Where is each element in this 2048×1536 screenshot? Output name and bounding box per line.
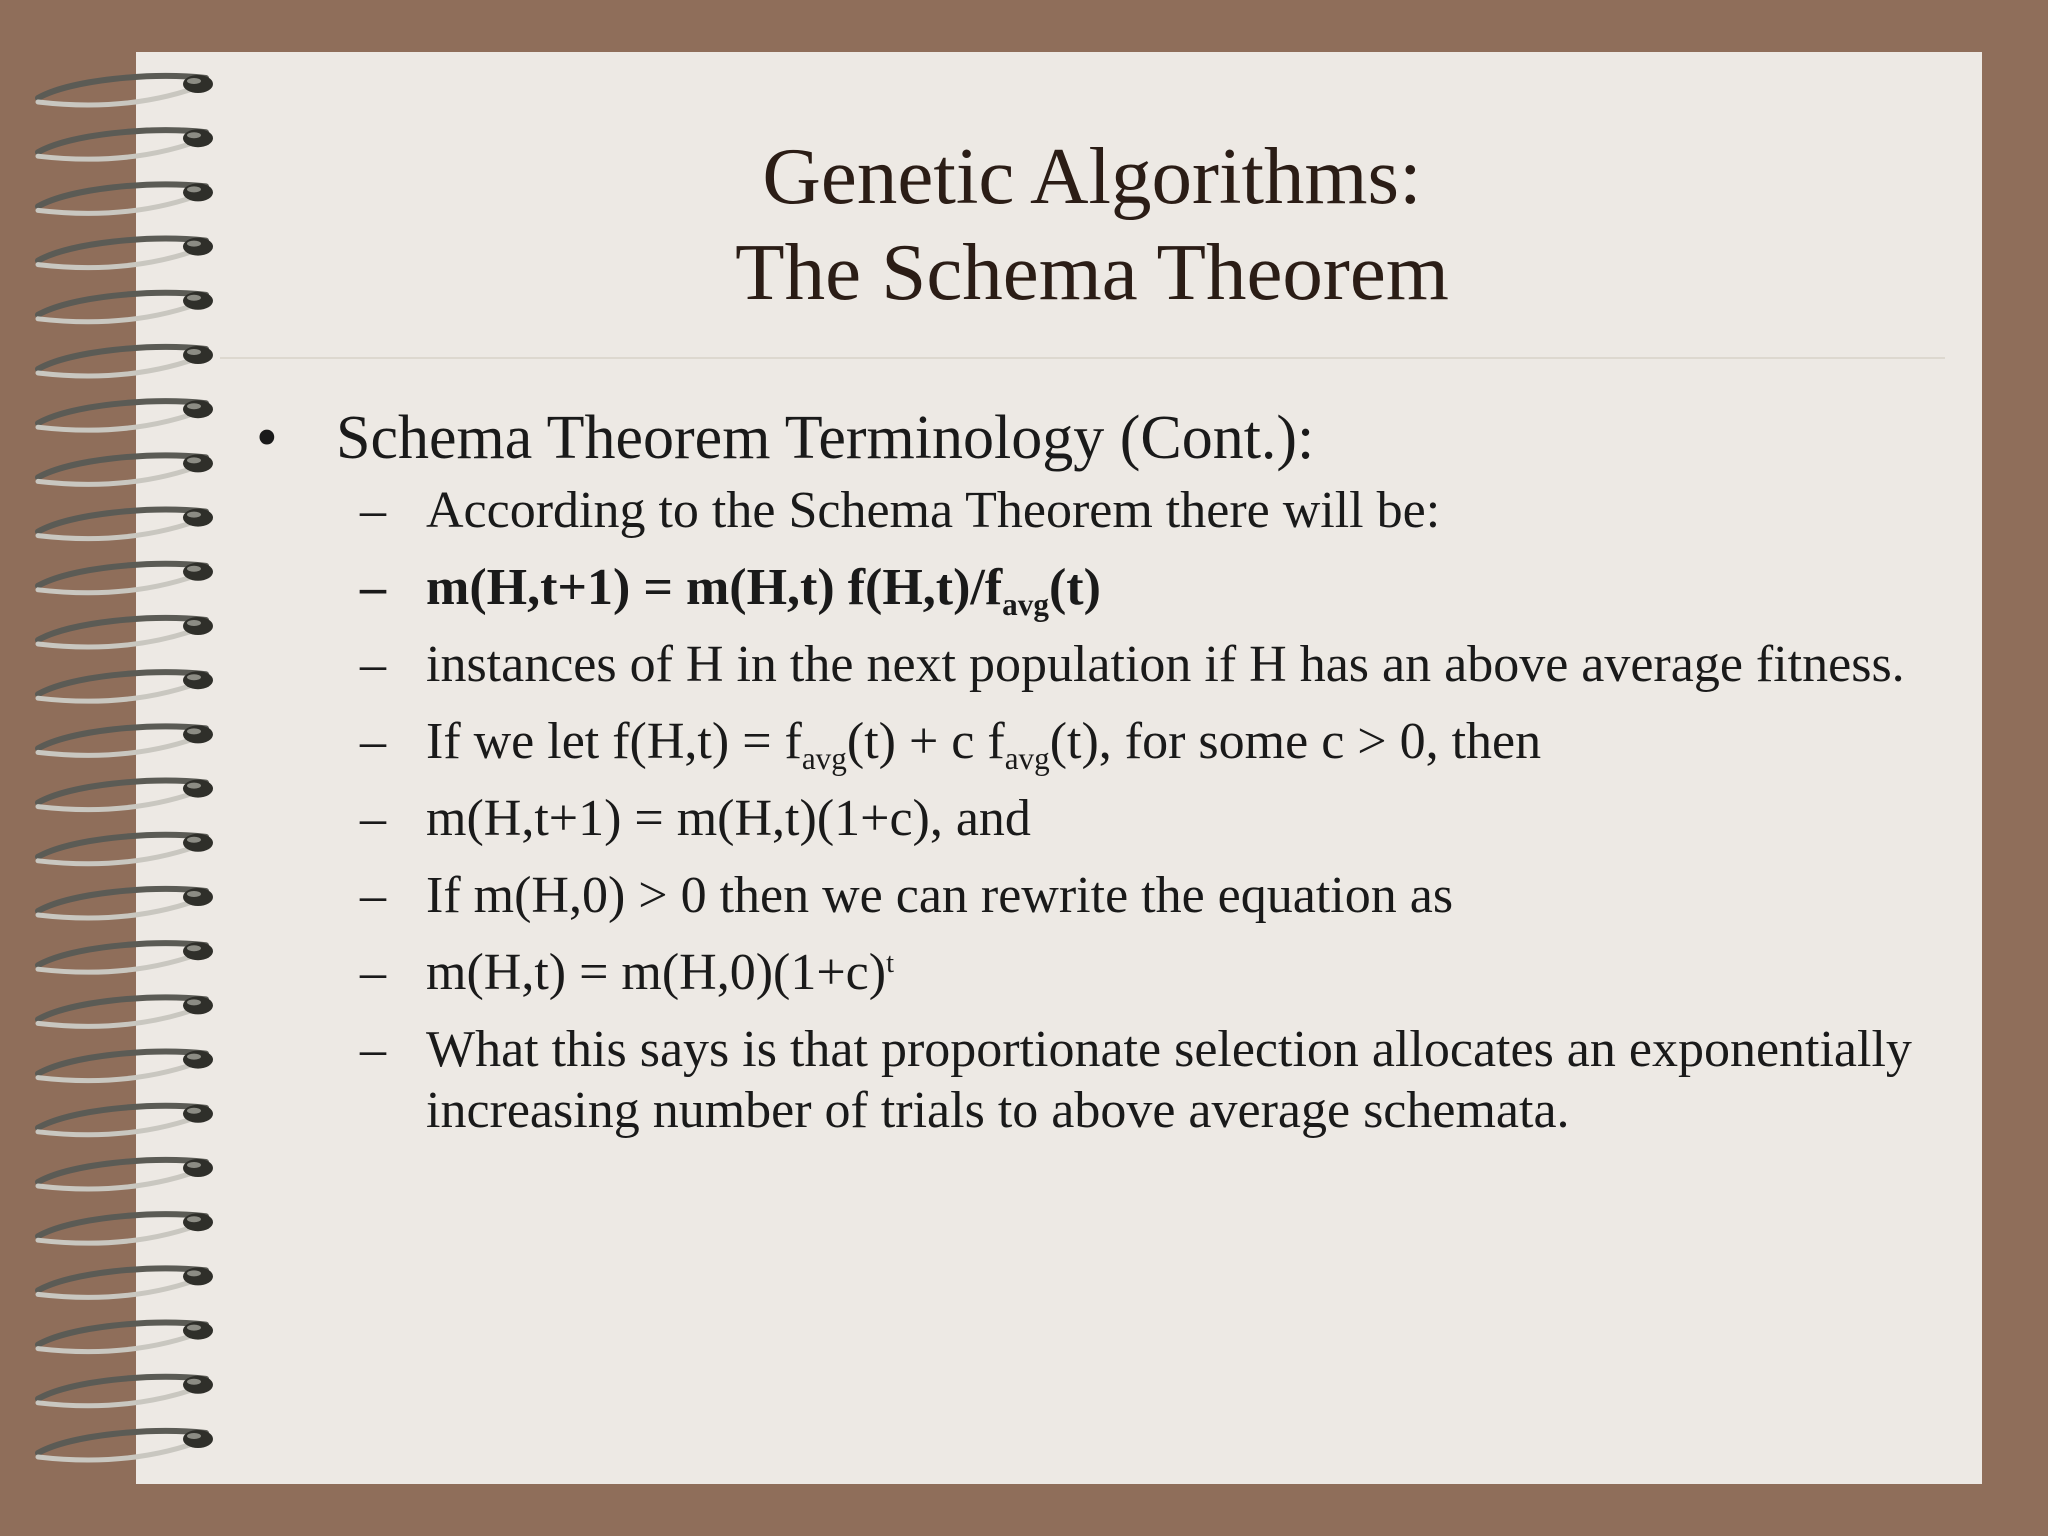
dash-marker: – [360,790,386,847]
sub-item-a: – According to the Schema Theorem there will be: [360,482,1441,539]
sub-item-d: – If we let $f(H,t) = f_{avg}(t) + c$ $f_{avg}(t)$, for some c > 0, then [360,713,1542,776]
spiral-ring [38,454,213,484]
spiral-ring [38,942,213,972]
bullet-marker: • [256,404,278,472]
slide-body [252,400,1932,1157]
spiral-ring [38,1105,213,1135]
sub-item-c: – instances of H in the next population if H has an above average fitness. [360,636,1905,693]
spiral-ring [38,1430,213,1460]
dash-marker: – [360,1021,386,1078]
spiral-ring [38,1267,213,1297]
spiral-ring [38,834,213,864]
title-divider [220,357,1945,359]
spiral-ring [38,563,213,593]
dash-marker: – [360,636,386,693]
spiral-ring [38,1376,213,1406]
spiral-ring [38,671,213,701]
spiral-ring [38,996,213,1026]
sub-item-f: – If m(H,0) > 0 then we can rewrite the equation as [360,867,1454,924]
spiral-ring [38,509,213,539]
bullet-item [252,400,1932,476]
spiral-ring [38,1159,213,1189]
slide-title [136,128,2048,320]
spiral-ring [38,725,213,755]
sub-list [252,480,1932,1141]
sub-item-g: – $m(H,t) = m(H,0)(1+c)^t$ [360,944,895,1001]
bullet-text: Schema Theorem Terminology (Cont.): [336,404,1315,472]
spiral-ring [38,780,213,810]
dash-marker: – [360,944,386,1001]
dash-marker: – [360,559,386,616]
sub-item-e: – m(H,t+1) = m(H,t)(1+c), and [360,790,1031,847]
spiral-ring [38,617,213,647]
title-line-1: Genetic Algorithms: [762,131,1422,221]
spiral-ring [38,75,213,105]
spiral-ring [38,400,213,430]
dash-marker: – [360,867,386,924]
spiral-ring [38,1322,213,1352]
sub-item-h: – What this says is that proportionate selection allocates an exponentially increasing number of trials to above average schemata. [360,1021,1912,1139]
spiral-ring [38,1051,213,1081]
title-line-2: The Schema Theorem [735,227,1449,317]
spiral-ring [38,888,213,918]
sub-item-b: – m(H,t+1) = m(H,t) $f(H,t)/f_{avg}(t)$ [360,559,1101,622]
spiral-ring [38,1213,213,1243]
dash-marker: – [360,713,386,770]
spiral-ring [38,346,213,376]
dash-marker: – [360,482,386,539]
